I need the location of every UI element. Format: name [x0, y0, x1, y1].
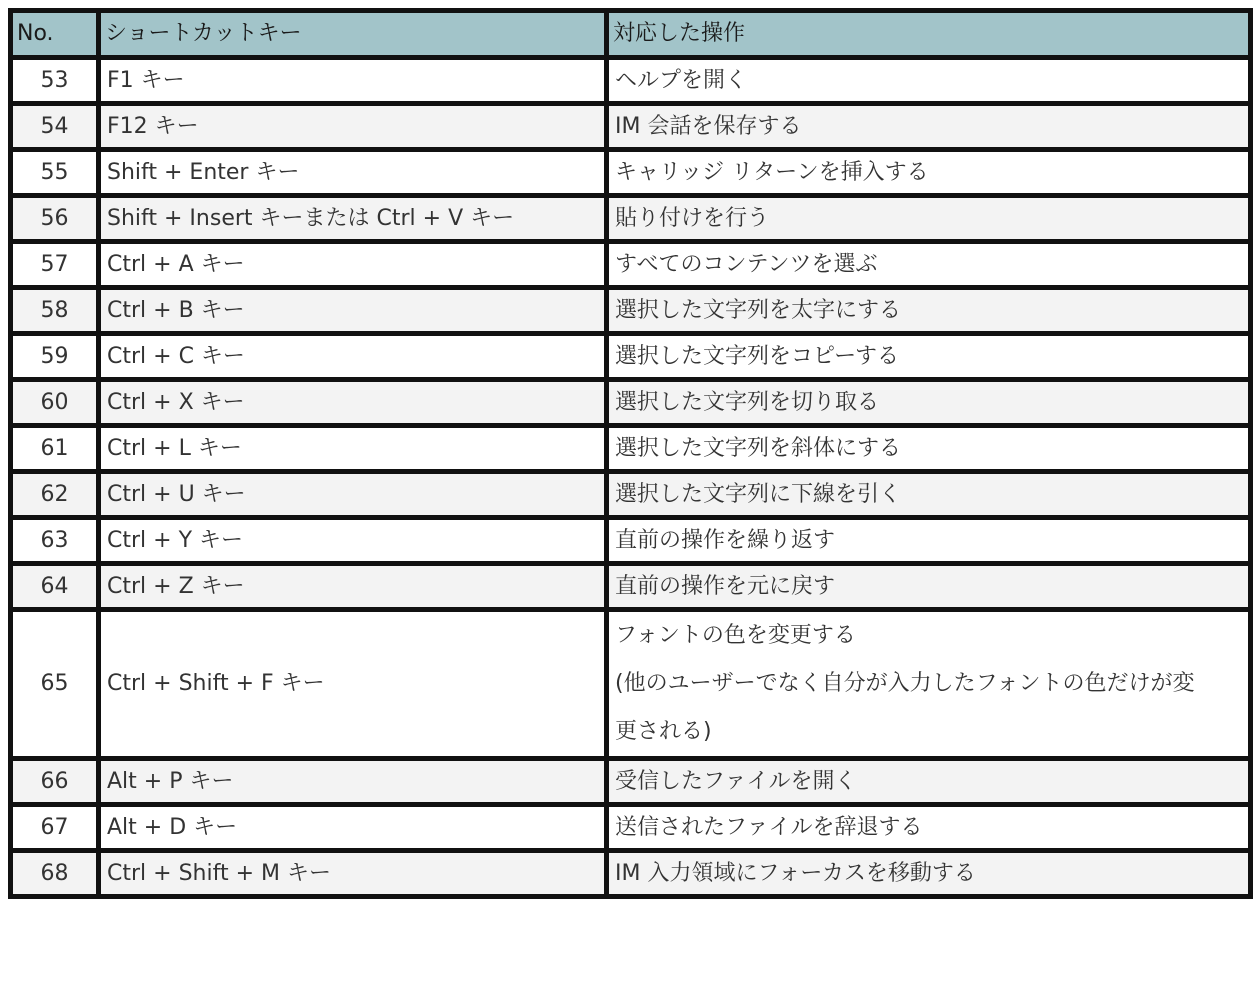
row-shortcut: F12 キー	[99, 104, 607, 150]
row-number: 67	[11, 805, 99, 851]
row-number: 53	[11, 58, 99, 104]
row-number: 58	[11, 288, 99, 334]
table-row	[11, 380, 1251, 426]
row-shortcut: F1 キー	[99, 58, 607, 104]
table-row	[11, 196, 1251, 242]
row-number: 63	[11, 518, 99, 564]
table-row	[11, 805, 1251, 851]
table-row	[11, 518, 1251, 564]
table-row	[11, 150, 1251, 196]
row-action: 選択した文字列に下線を引く	[607, 472, 1251, 518]
row-shortcut: Ctrl + Shift + F キー	[99, 610, 607, 759]
table-row	[11, 334, 1251, 380]
shortcut-table	[8, 8, 1253, 899]
row-action: 貼り付けを行う	[607, 196, 1251, 242]
header-no: No.	[11, 11, 99, 58]
header-shortcut: ショートカットキー	[99, 11, 607, 58]
row-number: 64	[11, 564, 99, 610]
row-number: 59	[11, 334, 99, 380]
row-action: 直前の操作を繰り返す	[607, 518, 1251, 564]
table-row	[11, 610, 1251, 759]
row-number: 68	[11, 851, 99, 897]
row-number: 62	[11, 472, 99, 518]
row-shortcut: Shift + Enter キー	[99, 150, 607, 196]
row-shortcut: Ctrl + Shift + M キー	[99, 851, 607, 897]
row-action: IM 会話を保存する	[607, 104, 1251, 150]
row-action	[607, 610, 1251, 759]
row-action: 送信されたファイルを辞退する	[607, 805, 1251, 851]
row-action: 選択した文字列をコピーする	[607, 334, 1251, 380]
row-action: キャリッジ リターンを挿入する	[607, 150, 1251, 196]
row-shortcut: Ctrl + C キー	[99, 334, 607, 380]
row-shortcut: Shift + Insert キーまたは Ctrl + V キー	[99, 196, 607, 242]
row-action: IM 入力領域にフォーカスを移動する	[607, 851, 1251, 897]
table-row	[11, 242, 1251, 288]
row-action: 受信したファイルを開く	[607, 759, 1251, 805]
header-action: 対応した操作	[607, 11, 1251, 58]
row-action: ヘルプを開く	[607, 58, 1251, 104]
table-row	[11, 851, 1251, 897]
row-action-line: 更される)	[615, 719, 712, 744]
row-shortcut: Ctrl + U キー	[99, 472, 607, 518]
row-number: 54	[11, 104, 99, 150]
row-shortcut: Ctrl + L キー	[99, 426, 607, 472]
row-shortcut: Ctrl + B キー	[99, 288, 607, 334]
row-shortcut: Alt + D キー	[99, 805, 607, 851]
row-shortcut: Ctrl + A キー	[99, 242, 607, 288]
row-action: 選択した文字列を切り取る	[607, 380, 1251, 426]
table-row	[11, 104, 1251, 150]
table-row	[11, 564, 1251, 610]
row-action: すべてのコンテンツを選ぶ	[607, 242, 1251, 288]
row-action-line: フォントの色を変更する	[615, 623, 856, 648]
row-number: 56	[11, 196, 99, 242]
row-number: 57	[11, 242, 99, 288]
row-shortcut: Ctrl + Z キー	[99, 564, 607, 610]
table-row	[11, 759, 1251, 805]
table-header-row	[11, 11, 1251, 58]
row-shortcut: Ctrl + Y キー	[99, 518, 607, 564]
row-number: 55	[11, 150, 99, 196]
row-number: 66	[11, 759, 99, 805]
row-shortcut: Alt + P キー	[99, 759, 607, 805]
row-action: 直前の操作を元に戻す	[607, 564, 1251, 610]
table-row	[11, 58, 1251, 104]
table-row	[11, 472, 1251, 518]
table-row	[11, 288, 1251, 334]
row-action: 選択した文字列を斜体にする	[607, 426, 1251, 472]
row-number: 60	[11, 380, 99, 426]
row-action-line: (他のユーザーでなく自分が入力したフォントの色だけが変	[615, 671, 1195, 696]
row-action: 選択した文字列を太字にする	[607, 288, 1251, 334]
row-number: 61	[11, 426, 99, 472]
table-row	[11, 426, 1251, 472]
shortcut-table-container	[8, 8, 1248, 899]
row-number: 65	[11, 610, 99, 759]
row-shortcut: Ctrl + X キー	[99, 380, 607, 426]
table-body	[11, 58, 1251, 897]
